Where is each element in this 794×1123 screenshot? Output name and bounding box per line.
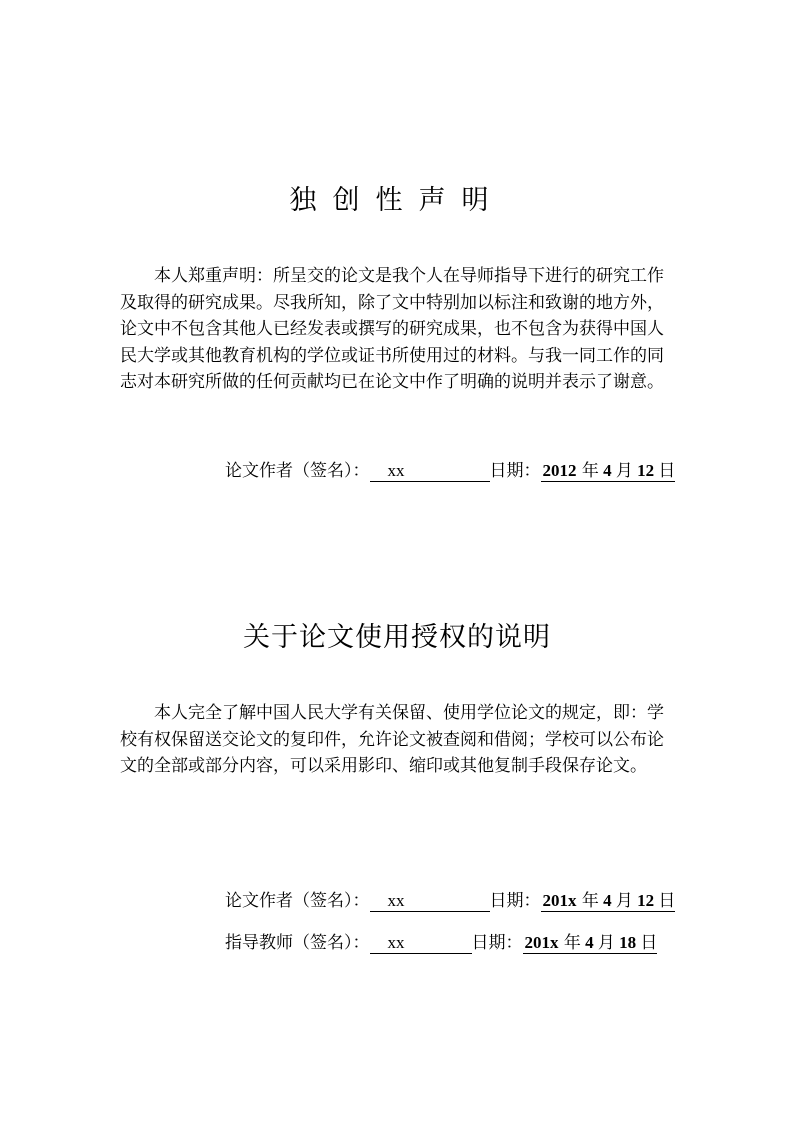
originality-statement: 本人郑重声明：所呈交的论文是我个人在导师指导下进行的研究工作及取得的研究成果。尽我所知，除了文中特别加以标注和致谢的地方外，论文中不包含其他人已经发表或撰写的研究成果，也不包含为获得中国人民大学或其他教育机构的学位或证书所使用过的材料。与我一同工作的同志对本研究所做的任何贡献均已在论文中作了明确的说明并表示了谢意。 — [120, 266, 664, 392]
date-month-unit: 月 — [615, 891, 633, 911]
date-year-unit: 年 — [576, 461, 599, 481]
date-day: 12 — [632, 461, 659, 480]
date-year: 201x — [524, 933, 559, 952]
date-year: 2012 — [542, 461, 577, 480]
date-label: 日期： — [489, 461, 541, 481]
date-month: 4 — [598, 891, 616, 910]
date-day-unit: 日 — [658, 461, 676, 481]
originality-title: 独创性声明 — [289, 185, 505, 216]
author-signature-label: 论文作者（签名）： — [225, 461, 370, 481]
date-day-unit: 日 — [658, 891, 676, 911]
author-signature-field[interactable]: xx — [370, 461, 490, 482]
advisor-date-field[interactable] — [523, 933, 658, 954]
advisor-signature-line — [225, 931, 657, 955]
author-date-field[interactable] — [541, 891, 676, 912]
date-label: 日期： — [489, 891, 541, 911]
date-year-unit: 年 — [576, 891, 599, 911]
originality-signature-line — [225, 459, 675, 483]
date-year: 201x — [542, 891, 577, 910]
author-signature-field[interactable]: xx — [370, 891, 490, 912]
author-signature-label: 论文作者（签名）： — [225, 891, 370, 911]
date-month-unit: 月 — [597, 933, 615, 953]
date-day: 18 — [614, 933, 641, 952]
date-year-unit: 年 — [558, 933, 581, 953]
date-day: 12 — [632, 891, 659, 910]
date-month: 4 — [580, 933, 598, 952]
advisor-signature-label: 指导教师（签名）： — [225, 933, 370, 953]
authorization-title: 关于论文使用授权的说明 — [243, 622, 551, 653]
date-label: 日期： — [471, 933, 523, 953]
signature-date-field[interactable] — [541, 461, 676, 482]
author-signature-line — [225, 889, 675, 913]
authorization-statement: 本人完全了解中国人民大学有关保留、使用学位论文的规定，即：学校有权保留送交论文的复印件，允许论文被查阅和借阅；学校可以公布论文的全部或部分内容，可以采用影印、缩印或其他复制手段保存论文。 — [120, 703, 664, 776]
date-month-unit: 月 — [615, 461, 633, 481]
date-month: 4 — [598, 461, 616, 480]
advisor-signature-field[interactable]: xx — [370, 933, 472, 954]
date-day-unit: 日 — [640, 933, 658, 953]
